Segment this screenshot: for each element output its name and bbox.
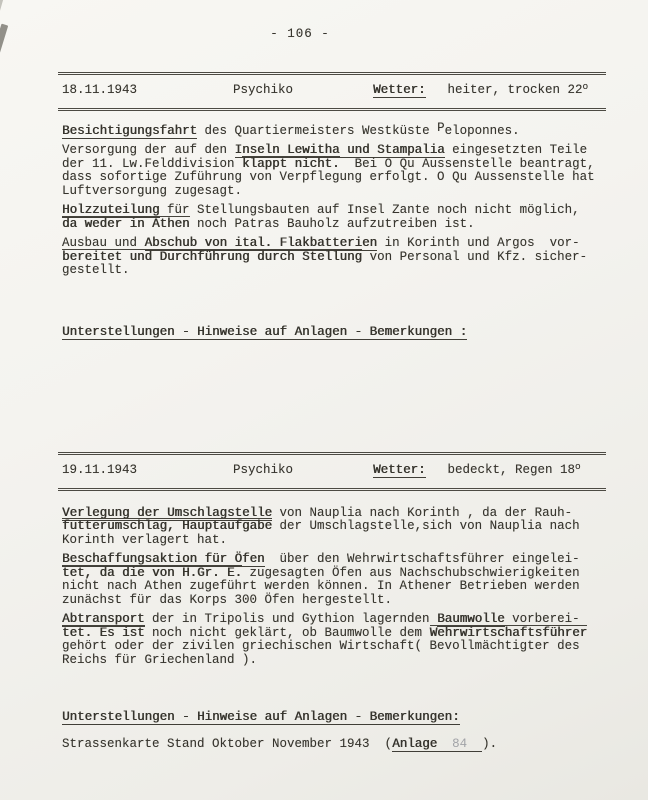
overstruck-text: Wehrwirtschaftsführer — [429, 625, 588, 640]
paragraph — [62, 613, 610, 667]
text-segment: dass sofortige Zuführung von Verpflegung erfolgt. O Qu Aussenstelle hat — [62, 170, 595, 184]
paragraph — [62, 237, 610, 278]
text-segment: zugesagten Öfen aus Nachschubschwierigkeiten — [242, 565, 580, 580]
underlined-text: Holzzuteilung — [62, 203, 160, 217]
overstruck-text: tet, da die von H.Gr. E. — [62, 565, 243, 580]
entry-footer-19-11-1943 — [62, 711, 614, 764]
paragraph — [62, 553, 610, 607]
overstruck-text: da weder in Athen — [62, 216, 190, 231]
paragraph — [62, 507, 610, 548]
text-segment: eloponnes. — [444, 123, 520, 138]
text-segment: Ausbau und — [62, 236, 145, 250]
entry-location: Psychiko — [233, 463, 294, 477]
text-segment: eingesetzten Teile — [444, 143, 588, 157]
entry-date: 18.11.1943 — [62, 83, 138, 97]
text-segment: nicht nach Athen zugeführt werden können. In Athener Betrieben werden — [62, 579, 580, 593]
text-segment: Versorgung der auf den — [62, 143, 235, 157]
paragraph — [62, 120, 610, 139]
text-segment: der 11. Lw.Felddivision — [62, 156, 243, 171]
text-segment: des Quartiermeisters Westküste — [197, 123, 438, 138]
text-segment: in Korinth und Argos vor- — [377, 236, 580, 250]
text-segment: ). — [482, 736, 498, 751]
page-number: - 106 - — [270, 27, 330, 41]
weather-value: bedeckt, Regen 18 — [447, 463, 576, 477]
underlined-text: Unterstellungen - Hinweise auf Anlagen - Bemerkungen: — [62, 710, 460, 724]
text-segment: gestellt. — [62, 263, 130, 277]
underlined-text — [467, 737, 482, 752]
underlined-text: Abtransport — [62, 612, 145, 626]
text-segment: zunächst für das Korps 300 Öfen hergestellt. — [62, 592, 393, 607]
text-segment: Reichs für Griechenland ). — [62, 652, 258, 667]
underlined-text — [437, 737, 452, 752]
text-segment: vorberei- — [504, 612, 580, 626]
entry-location: Psychiko — [233, 83, 294, 97]
overstruck-text: bereitet und Durchführung durch Stellung — [62, 249, 363, 264]
degree-symbol: o — [582, 80, 589, 92]
paragraph — [62, 711, 614, 725]
underlined-text: Unterstellungen - Hinweise auf Anlagen - Bemerkungen : — [62, 325, 468, 339]
text-segment: von Personal und Kfz. sicher- — [362, 249, 588, 264]
overstruck-text: futterumschlag, Hauptaufgabe — [62, 519, 273, 533]
text-segment: Bei O Qu Aussenstelle beantragt, — [339, 156, 595, 171]
text-segment: gehört oder der zivilen griechischen Wirtschaft( Bevollmächtigter des — [62, 639, 580, 653]
text-segment: Strassenkarte Stand Oktober November 1943 ( — [62, 736, 393, 751]
paragraph — [62, 326, 614, 340]
entry-body — [58, 111, 610, 278]
entry-footer-18-11-1943 — [62, 326, 614, 353]
diary-entry-19-11-1943 — [58, 452, 610, 673]
overstruck-text: tet. Es ist — [62, 625, 145, 640]
weather-label: Wetter: — [373, 463, 426, 477]
text-segment: Korinth verlagert hat. — [62, 532, 228, 547]
weather-label: Wetter: — [373, 83, 426, 97]
text-segment: über den Wehrwirtschaftsführer eingelei- — [264, 552, 580, 566]
entry-body — [58, 491, 610, 668]
entry-header — [58, 75, 610, 108]
underlined-text: 84 — [452, 736, 468, 751]
entry-weather — [373, 80, 610, 98]
entry-header — [58, 455, 610, 488]
paragraph — [62, 144, 610, 198]
text-segment: noch nicht geklärt, ob Baumwolle dem — [144, 625, 430, 640]
text-segment: von Nauplia nach Korinth , da der Rauh- — [272, 505, 573, 520]
entry-date: 19.11.1943 — [62, 463, 138, 477]
paragraph — [62, 738, 614, 752]
underlined-text: Anlage — [392, 736, 438, 751]
degree-symbol: o — [575, 460, 581, 472]
text-segment: der Umschlagstelle,sich von Nauplia nach — [272, 519, 580, 533]
underlined-text: Baumwolle — [437, 612, 505, 626]
entry-weather — [373, 460, 610, 478]
diary-entry-18-11-1943 — [58, 72, 610, 284]
underlined-text: Verlegung der Umschlagstelle — [62, 505, 273, 520]
text-segment: Luftversorgung zugesagt. — [62, 183, 243, 198]
text-segment: für Stellungsbauten auf Insel Zante noch nicht möglich, — [159, 203, 580, 217]
underlined-text: Besichtigungsfahrt — [62, 123, 198, 138]
raised-character: P — [437, 120, 445, 135]
text-segment: noch Patras Bauholz aufzutreiben ist. — [189, 216, 475, 231]
weather-value: heiter, trocken 22 — [447, 83, 583, 97]
underlined-text: Beschaffungsaktion für Öfen — [62, 552, 265, 566]
text-segment: der in Tripolis und Gythion lagernden — [144, 612, 438, 626]
paragraph — [62, 204, 610, 231]
underlined-text: Inseln Lewitha und Stampalia — [234, 143, 445, 157]
underlined-text: Abschub von ital. Flakbatterien — [144, 236, 378, 250]
overstruck-text: klappt nicht. — [242, 156, 340, 171]
